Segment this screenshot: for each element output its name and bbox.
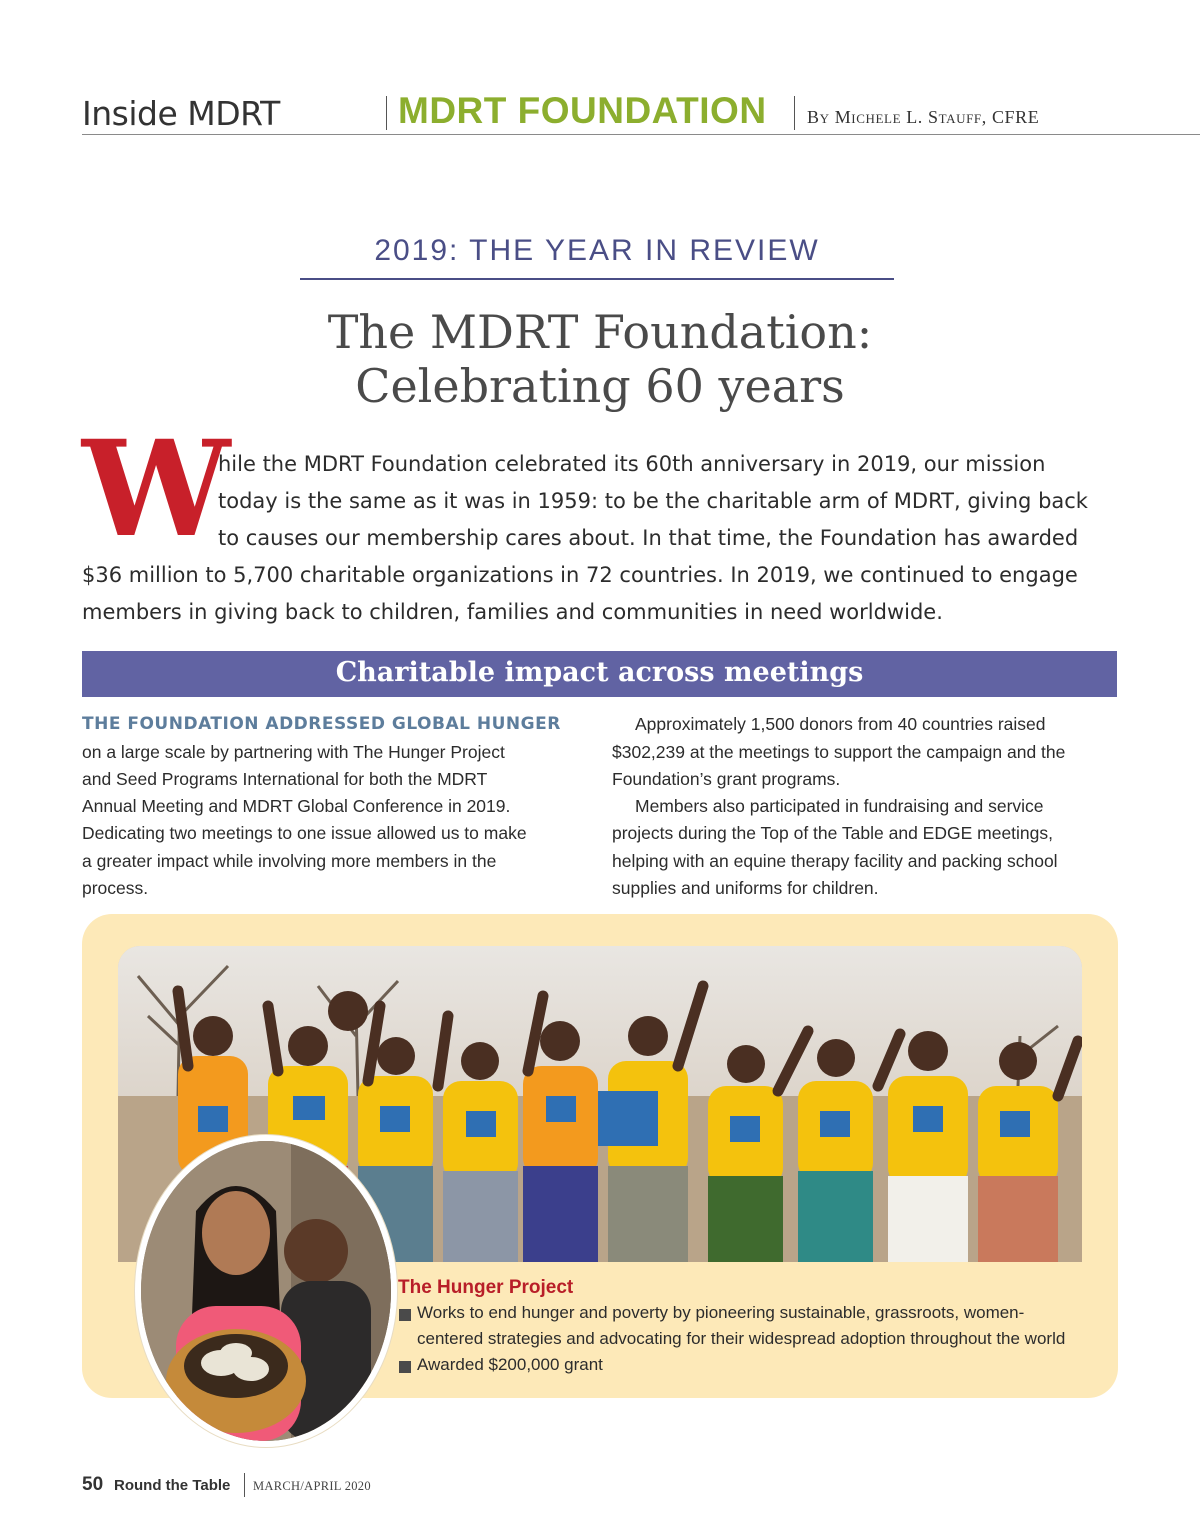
inset-portrait-illustration <box>141 1141 391 1441</box>
section-label: Inside MDRT <box>82 94 280 133</box>
bullet-line: Awarded $200,000 grant <box>417 1355 603 1374</box>
column-line: process. <box>82 878 149 898</box>
intro-line: to causes our membership cares about. In that time, the Foundation has awarded <box>218 526 1079 550</box>
issue-date: MARCH/APRIL 2020 <box>253 1479 371 1493</box>
intro-line: hile the MDRT Foundation celebrated its 60th anniversary in 2019, our mission <box>218 452 1046 476</box>
bullet-square-icon <box>399 1361 411 1373</box>
column-line: Foundation’s grant programs. <box>612 769 841 789</box>
intro-line: members in giving back to children, families and communities in need worldwide. <box>82 600 943 624</box>
column-line: supplies and uniforms for children. <box>612 878 879 898</box>
column-line: Members also participated in fundraising and service <box>635 796 1044 816</box>
column-line: Annual Meeting and MDRT Global Conference in 2019. <box>82 796 511 816</box>
article-title <box>200 305 1000 413</box>
intro-line: today is the same as it was in 1959: to be the charitable arm of MDRT, giving back <box>218 489 1088 513</box>
column-line: helping with an equine therapy facility and packing school <box>612 851 1058 871</box>
header-divider <box>794 96 795 130</box>
column-line: projects during the Top of the Table and EDGE meetings, <box>612 823 1054 843</box>
column-line: $302,239 at the meetings to support the campaign and the <box>612 742 1066 762</box>
lead-in: THE FOUNDATION ADDRESSED GLOBAL HUNGER <box>82 714 561 734</box>
drop-cap: W <box>82 412 231 567</box>
feature-title: The Hunger Project <box>398 1277 574 1298</box>
publication-name: Round the Table <box>114 1477 231 1494</box>
page-header <box>82 90 1200 135</box>
intro-line: $36 million to 5,700 charitable organizations in 72 countries. In 2019, we continued to engage <box>82 563 1078 587</box>
column-line: and Seed Programs International for both the MDRT <box>82 769 488 789</box>
column-line: on a large scale by partnering with The Hunger Project <box>82 742 505 762</box>
page-number: 50 <box>82 1474 104 1495</box>
bullet-line: Works to end hunger and poverty by pioneering sustainable, grassroots, women- <box>417 1303 1025 1322</box>
section-heading: Charitable impact across meetings <box>82 651 1117 697</box>
title-line: Celebrating 60 years <box>355 359 845 413</box>
column-line: Dedicating two meetings to one issue allowed us to make <box>82 823 527 843</box>
bullet-square-icon <box>399 1309 411 1321</box>
kicker: 2019: THE YEAR IN REVIEW <box>300 234 894 280</box>
topic-label: MDRT FOUNDATION <box>398 90 767 131</box>
byline: By Michele L. Stauff, CFRE <box>807 107 1040 127</box>
column-line: a greater impact while involving more members in the <box>82 851 497 871</box>
inset-portrait <box>135 1135 397 1447</box>
footer-divider <box>244 1473 245 1497</box>
header-divider <box>386 96 387 130</box>
title-line: The MDRT Foundation: <box>327 305 873 359</box>
column-line: Approximately 1,500 donors from 40 countries raised <box>635 714 1046 734</box>
bullet-line: centered strategies and advocating for their widespread adoption throughout the world <box>417 1329 1066 1348</box>
